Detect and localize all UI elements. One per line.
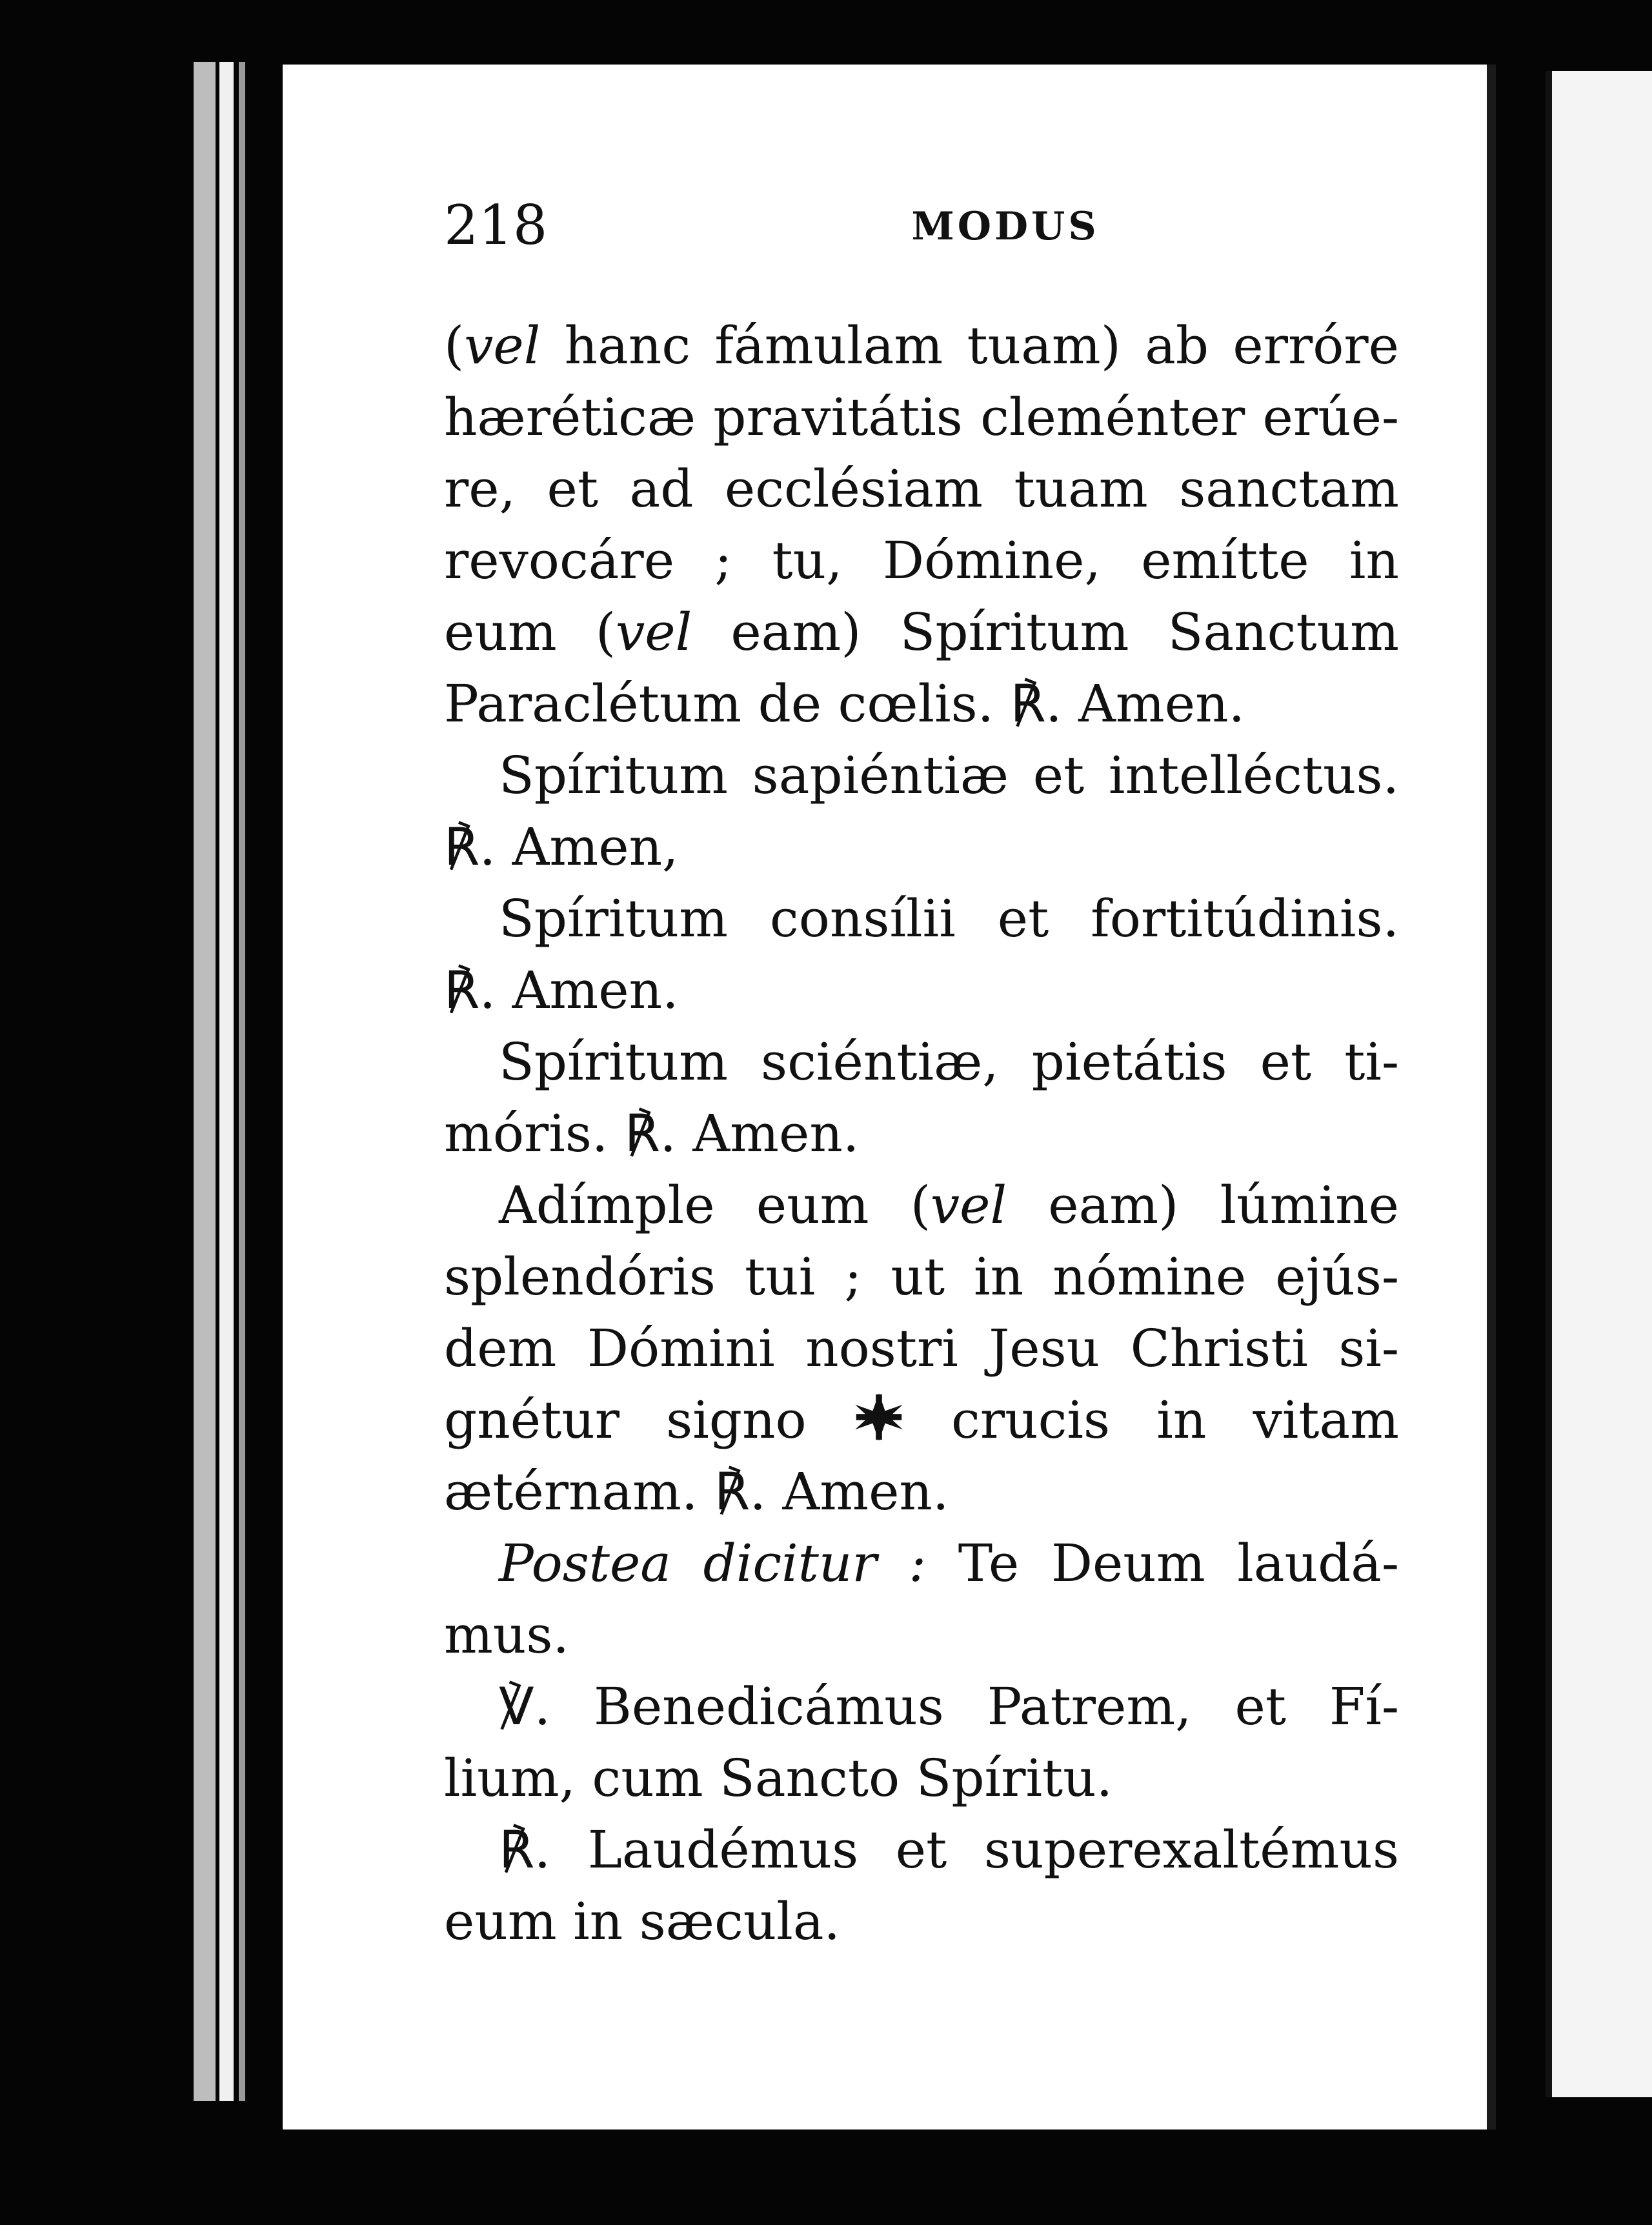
book-page [283,65,1496,2129]
text-line: ℟. Amen, [444,817,679,877]
text-segment: eam) lúmine [1007,1175,1399,1235]
text-line [444,596,1399,668]
text-line: ℣. Benedicámus Patrem, et Fí- [499,1676,1399,1737]
text-line: splendóris tui ; ut in nómine ejús- [444,1247,1399,1307]
text-line: ℟. Laudémus et superexaltémus [499,1820,1399,1880]
text-segment: hanc fámulam tuam) ab erróre [540,316,1399,376]
text-line: Spíritum sciéntiæ, pietátis et ti- [499,1032,1399,1092]
text-line: ℟. Amen. [444,960,679,1020]
text-line [444,1384,1399,1456]
text-line: ætérnam. ℟. Amen. [444,1462,949,1522]
text-line: hæréticæ pravitátis cleménter erúe- [444,387,1399,447]
page-body [444,310,1399,1957]
text-line: (vel hanc fámulam tuam) ab erróre [444,316,1399,376]
text-segment: Adímple eum ( [499,1175,931,1235]
book-spine-edge [239,62,245,2101]
page-header [444,194,1412,265]
text-line: revocáre ; tu, Dómine, emítte in [444,530,1399,590]
rubric-postea: Postea dicitur : [499,1533,927,1593]
text-line [444,1527,1399,1599]
book-spine-edge [219,62,234,2101]
text-line [444,1169,1399,1241]
text-line: Paraclétum de cœlis. ℟. Amen. [444,674,1245,734]
page-number: 218 [444,194,548,257]
text-line: eum in sæcula. [444,1891,840,1951]
cross-pattee-icon [853,1391,905,1443]
text-line: Spíritum sapiéntiæ et intelléctus. [499,745,1399,805]
text-segment: crucis in vitam [904,1390,1399,1450]
text-line: Spíritum consílii et fortitúdinis. [499,889,1399,949]
text-line: móris. ℟. Amen. [444,1103,860,1163]
text-line: lium, cum Sancto Spíritu. [444,1748,1113,1808]
rubric-vel: vel [464,316,541,376]
text-line: re, et ad ecclésiam tuam sanctam [444,459,1399,519]
text-segment: eam) Spíritum Sanctum [692,602,1399,662]
facing-page-edge [1546,71,1652,2097]
rubric-vel: vel [930,1175,1007,1235]
running-head: MODUS [911,204,1100,249]
book-spine-edge [194,62,216,2101]
rubric-vel: vel [616,602,692,662]
text-segment: gnétur signo [444,1390,853,1450]
text-segment: Te Deum laudá- [926,1533,1399,1593]
text-line: dem Dómini nostri Jesu Christi si- [444,1318,1399,1378]
text-line: mus. [444,1605,569,1665]
text-segment: eum ( [444,602,616,662]
